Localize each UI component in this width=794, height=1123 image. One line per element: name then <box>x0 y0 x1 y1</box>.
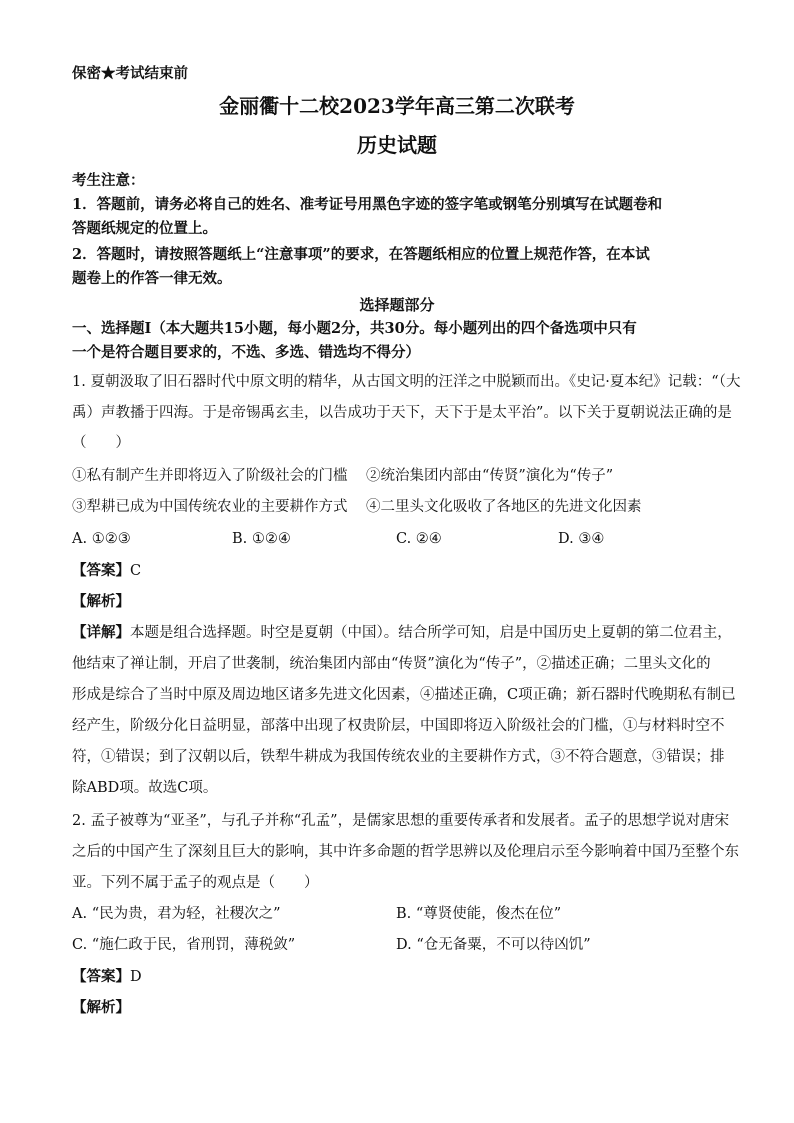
subject-title: 历史试题 <box>357 133 437 157</box>
q2-option-b: B. “尊贤使能，俊杰在位” <box>396 906 562 922</box>
detail-label: 【详解】 <box>72 624 130 641</box>
q1-stem-line-1: 1. 夏朝汲取了旧石器时代中原文明的精华，从古国文明的汪洋之中脱颖而出。《史记·夏本纪》记载：“（大 <box>72 374 741 390</box>
q1-stem-line-3: （ ） <box>72 435 130 451</box>
q1-option-b: B. ①②④ <box>232 531 291 547</box>
q1-item-3: ③犁耕已成为中国传统农业的主要耕作方式 <box>72 499 348 515</box>
notice-item-1-line-1: 1．答题前，请务必将自己的姓名、准考证号用黑色字迹的签字笔或钢笔分别填写在试题卷和 <box>72 196 663 213</box>
section-intro-line-1: 一、选择题Ⅰ（本大题共15小题，每小题2分，共30分。每小题列出的四个备选项中只有 <box>72 320 637 337</box>
q2-stem-line-1: 2. 孟子被尊为“亚圣”，与孔子并称“孔孟”，是儒家思想的重要传承者和发展者。孟子的思想学说对唐宋 <box>72 813 730 829</box>
section-intro-line-2: 一个是符合题目要求的，不选、多选、错选均不得分） <box>72 344 420 361</box>
q2-option-d: D. “仓无备粟，不可以待凶饥” <box>396 937 591 953</box>
q1-analysis-label: 【解析】 <box>72 593 130 610</box>
q1-option-a: A. ①②③ <box>72 531 131 547</box>
q1-detail-line-1 <box>72 623 732 643</box>
notice-item-2-line-1: 2．答题时，请按照答题纸上“注意事项”的要求，在答题纸相应的位置上规范作答，在本试 <box>72 246 650 263</box>
confidential-note: 保密★考试结束前 <box>72 65 188 82</box>
q1-option-c: C. ②④ <box>396 531 442 547</box>
q1-detail-line-5: 符，①错误；到了汉朝以后，铁犁牛耕成为我国传统农业的主要耕作方式，③不符合题意，③错误；排 <box>72 749 725 765</box>
notice-item-1-line-2: 答题纸规定的位置上。 <box>72 220 217 237</box>
q1-answer <box>72 561 141 581</box>
notice-heading: 考生注意： <box>72 172 145 189</box>
q2-answer <box>72 967 142 987</box>
q2-option-a: A. “民为贵，君为轻，社稷次之” <box>72 906 281 922</box>
q2-option-c: C. “施仁政于民，省刑罚，薄税敛” <box>72 937 296 953</box>
q1-stem-line-2: 禹）声教播于四海。于是帝锡禹玄圭，以告成功于天下，天下于是太平治”。以下关于夏朝说法正确的是 <box>72 405 732 421</box>
q1-option-d: D. ③④ <box>558 531 605 547</box>
q2-stem-line-2: 之后的中国产生了深刻且巨大的影响，其中许多命题的哲学思辨以及伦理启示至今影响着中国乃至整个东 <box>72 844 739 860</box>
q1-detail-line-4: 经产生，阶级分化日益明显，部落中出现了权贵阶层，中国即将迈入阶级社会的门槛，①与材料时空不 <box>72 718 725 734</box>
section-part-title: 选择题部分 <box>359 296 435 314</box>
q1-item-1: ①私有制产生并即将迈入了阶级社会的门槛 <box>72 468 348 484</box>
answer-value: C <box>130 563 142 579</box>
q2-stem-line-3: 亚。下列不属于孟子的观点是（ ） <box>72 875 319 891</box>
answer-label: 【答案】 <box>72 562 130 579</box>
q1-detail-line-3: 形成是综合了当时中原及周边地区诸多先进文化因素，④描述正确，C项正确；新石器时代晚期私有制已 <box>72 687 736 703</box>
q2-analysis-label: 【解析】 <box>72 999 130 1016</box>
answer-label: 【答案】 <box>72 968 130 985</box>
q1-item-4: ④二里头文化吸收了各地区的先进文化因素 <box>366 499 642 515</box>
answer-value: D <box>130 969 142 985</box>
detail-text: 本题是组合选择题。时空是夏朝（中国）。结合所学可知，启是中国历史上夏朝的第二位君主， <box>130 625 732 641</box>
exam-title: 金丽衢十二校2023学年高三第二次联考 <box>219 94 575 118</box>
q1-detail-line-2: 他结束了禅让制，开启了世袭制，统治集团内部由“传贤”演化为“传子”，②描述正确；二里头文化的 <box>72 656 711 672</box>
q1-detail-line-6: 除ABD项。故选C项。 <box>72 780 218 796</box>
q1-item-2: ②统治集团内部由“传贤”演化为“传子” <box>366 468 614 484</box>
notice-item-2-line-2: 题卷上的作答一律无效。 <box>72 270 232 287</box>
